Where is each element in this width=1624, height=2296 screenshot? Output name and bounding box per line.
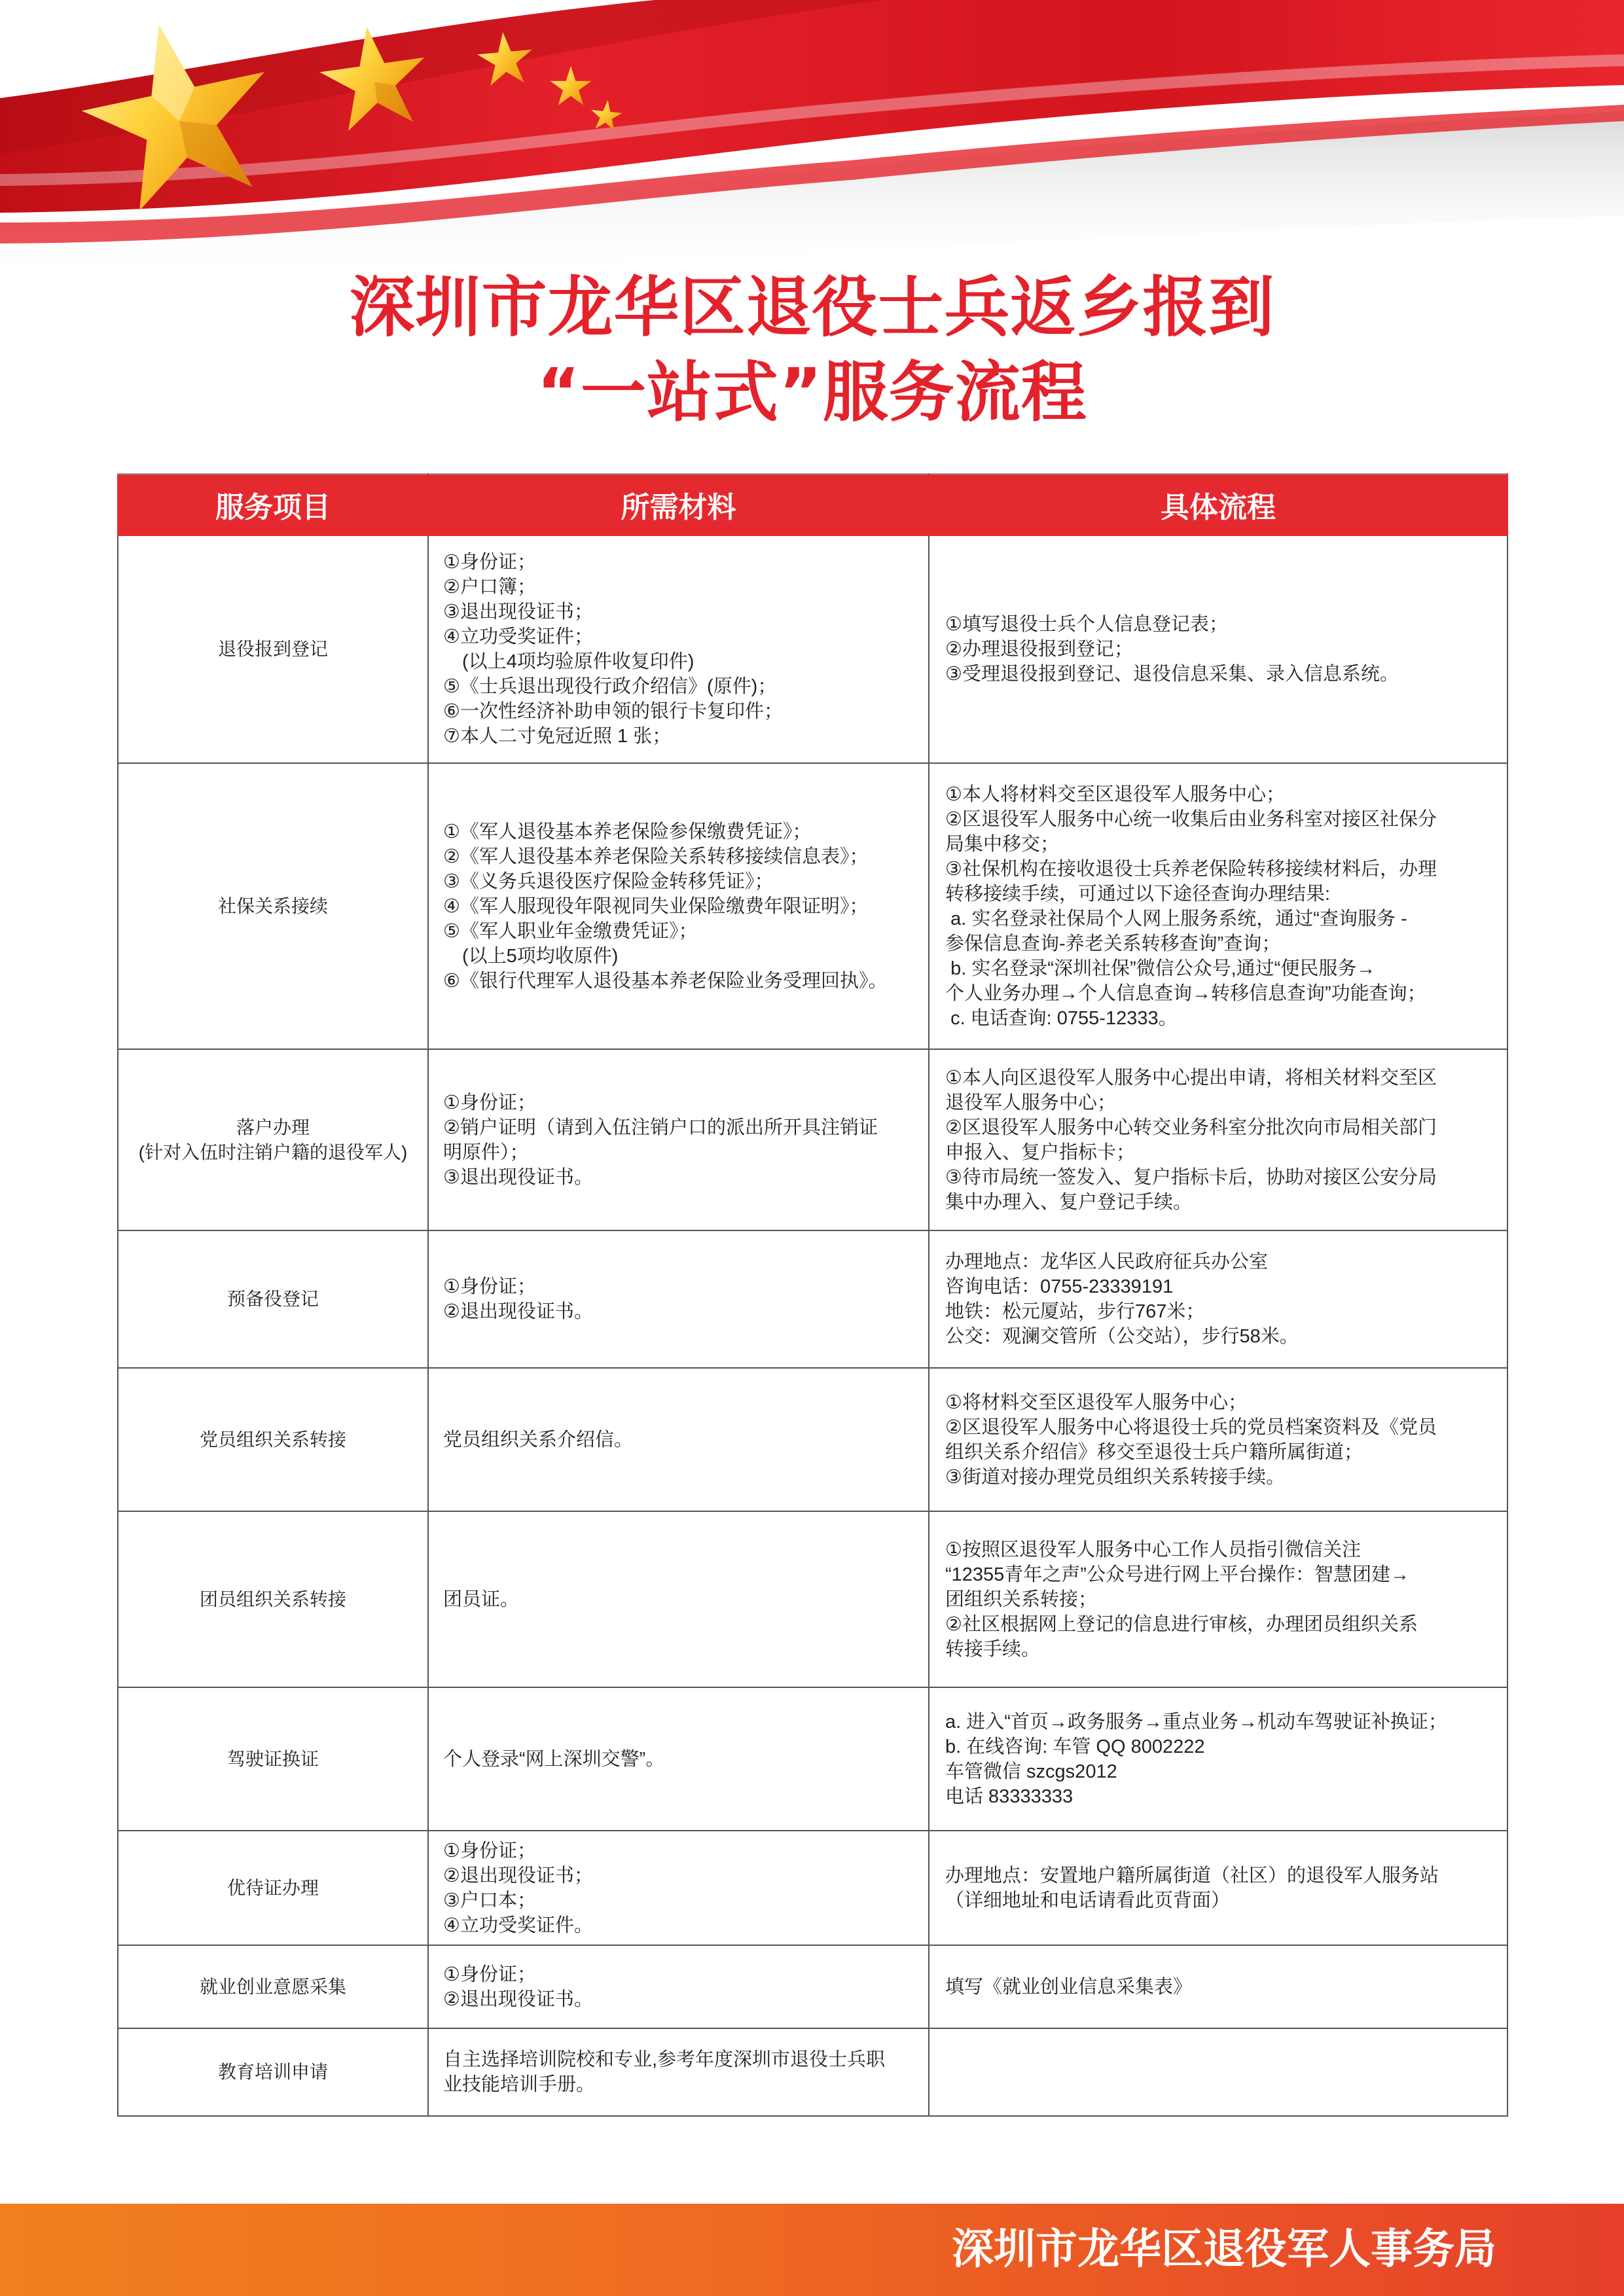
service-item-text: 优待证办理 xyxy=(226,1877,319,1898)
material-line: ①身份证； xyxy=(443,552,536,573)
material-line: ⑥《银行代理军人退役基本养老保险业务受理回执》。 xyxy=(443,970,888,992)
service-item-text: 教育培训申请 xyxy=(217,2062,328,2082)
table-row xyxy=(118,1945,1507,2028)
process-line: 转接手续。 xyxy=(945,1638,1041,1660)
process-cell xyxy=(929,1230,1507,1368)
service-item-text: 党员组织关系转接 xyxy=(199,1429,346,1450)
service-item-cell xyxy=(118,1831,428,1945)
process-line: 集中办理入、复户登记手续。 xyxy=(945,1191,1193,1213)
table-row xyxy=(118,1831,1507,1945)
service-item-cell xyxy=(118,2028,428,2116)
process-line: 参保信息查询-养老关系转移查询”查询； xyxy=(945,933,1281,954)
material-line: 团员证。 xyxy=(443,1588,520,1610)
material-line: ②退出现役证书； xyxy=(443,1865,593,1886)
process-line: ①按照区退役军人服务中心工作人员指引微信关注 xyxy=(945,1539,1361,1560)
material-line: ④立功受奖证件； xyxy=(443,626,593,647)
material-line: ③退出现役证书； xyxy=(443,601,593,622)
process-line: 咨询电话：0755-23339191 xyxy=(945,1276,1174,1297)
process-line: 车管微信 szcgs2012 xyxy=(945,1761,1117,1782)
material-line: (以上4项均验原件收复印件) xyxy=(443,651,695,672)
process-line: a. 实名登录社保局个人网上服务系统，通过“查询服务 - xyxy=(945,908,1407,929)
service-flow-table xyxy=(117,473,1508,2117)
service-item-cell xyxy=(118,535,428,763)
material-line: ②销户证明（请到入伍注销户口的派出所开具注销证 xyxy=(443,1117,878,1138)
material-line: 个人登录“网上深圳交警”。 xyxy=(443,1748,665,1770)
process-line: ①本人向区退役军人服务中心提出申请，将相关材料交至区 xyxy=(945,1067,1437,1088)
service-item-cell xyxy=(118,763,428,1049)
process-line: 填写《就业创业信息采集表》 xyxy=(945,1976,1193,1998)
material-line: ③户口本； xyxy=(443,1890,536,1911)
process-cell xyxy=(929,2028,1507,2116)
material-line: 业技能培训手册。 xyxy=(443,2074,596,2095)
process-cell xyxy=(929,1831,1507,1945)
footer-band xyxy=(0,2204,1624,2296)
process-line: ②区退役军人服务中心转交业务科室分批次向市局相关部门 xyxy=(945,1117,1437,1138)
process-line: “12355青年之声”公众号进行网上平台操作：智慧团建→ xyxy=(945,1564,1409,1585)
process-cell xyxy=(929,1511,1507,1687)
process-line: ②办理退役报到登记； xyxy=(945,639,1133,660)
materials-cell xyxy=(428,1368,929,1511)
process-line: 办理地点：安置地户籍所属街道（社区）的退役军人服务站 xyxy=(945,1865,1439,1886)
table-row xyxy=(118,1049,1507,1230)
process-line: 转移接续手续，可通过以下途径查询办理结果: xyxy=(945,883,1331,905)
process-line: 局集中移交； xyxy=(945,833,1060,855)
process-line: ③街道对接办理党员组织关系转接手续。 xyxy=(945,1466,1285,1488)
service-item-text: 团员组织关系转接 xyxy=(199,1588,346,1609)
service-item-text: 退役报到登记 xyxy=(217,639,328,659)
process-cell xyxy=(929,1368,1507,1511)
material-line: ③退出现役证书。 xyxy=(443,1166,593,1188)
material-line: ④《军人服现役年限视同失业保险缴费年限证明》； xyxy=(443,895,869,917)
service-item-text: (针对入伍时注销户籍的退役军人) xyxy=(138,1141,408,1162)
service-item-cell xyxy=(118,1511,428,1687)
header-materials: 所需材料 xyxy=(428,474,929,535)
process-line: 公交：观澜交管所（公交站），步行58米。 xyxy=(945,1326,1299,1347)
poster-title xyxy=(0,265,1624,435)
table-row xyxy=(118,535,1507,763)
material-line: ①身份证； xyxy=(443,1840,536,1861)
process-line: 组织关系介绍信》移交至退役士兵户籍所属街道； xyxy=(945,1441,1363,1463)
process-line: ①填写退役士兵个人信息登记表； xyxy=(945,614,1228,635)
service-item-text: 社保关系接续 xyxy=(217,895,328,916)
process-cell xyxy=(929,1049,1507,1230)
process-line: 地铁：松元厦站，步行767米； xyxy=(945,1301,1205,1322)
process-line: 团组织关系转接； xyxy=(945,1588,1098,1610)
materials-cell xyxy=(428,1049,929,1230)
material-line: ④立功受奖证件。 xyxy=(443,1914,593,1936)
table-row xyxy=(118,1368,1507,1511)
table-row xyxy=(118,2028,1507,2116)
process-line: ③社保机构在接收退役士兵养老保险转移接续材料后，办理 xyxy=(945,858,1437,880)
process-line: ③受理退役报到登记、退役信息采集、录入信息系统。 xyxy=(945,664,1399,685)
material-line: (以上5项均收原件) xyxy=(443,945,619,967)
header-service-item: 服务项目 xyxy=(118,474,428,535)
process-line: ③待市局统一签发入、复户指标卡后，协助对接区公安分局 xyxy=(945,1166,1437,1188)
table-header xyxy=(118,474,1507,535)
process-line: c. 电话查询: 0755-12333。 xyxy=(945,1007,1178,1029)
process-line: ②区退役军人服务中心统一收集后由业务科室对接区社保分 xyxy=(945,808,1437,830)
materials-cell xyxy=(428,2028,929,2116)
material-line: ③《义务兵退役医疗保险金转移凭证》； xyxy=(443,870,774,892)
materials-cell xyxy=(428,1687,929,1831)
top-ribbon-banner xyxy=(0,0,1624,281)
process-line: a. 进入“首页→政务服务→重点业务→机动车驾驶证补换证； xyxy=(945,1711,1447,1732)
table-row xyxy=(118,1687,1507,1831)
material-line: ①身份证； xyxy=(443,1092,536,1113)
materials-cell xyxy=(428,1831,929,1945)
material-line: 自主选择培训院校和专业,参考年度深圳市退役士兵职 xyxy=(443,2049,886,2070)
process-line: ①将材料交至区退役军人服务中心； xyxy=(945,1391,1247,1413)
table-body xyxy=(118,535,1507,2116)
service-item-text: 就业创业意愿采集 xyxy=(199,1976,346,1997)
material-line: ②《军人退役基本养老保险关系转移接续信息表》； xyxy=(443,846,869,867)
material-line: ⑤《军人职业年金缴费凭证》； xyxy=(443,920,698,942)
service-item-cell xyxy=(118,1049,428,1230)
material-line: ②户口簿； xyxy=(443,577,536,598)
process-line: 电话 83333333 xyxy=(945,1785,1074,1807)
process-line: 个人业务办理→个人信息查询→转移信息查询”功能查询； xyxy=(945,982,1426,1004)
table-row xyxy=(118,1511,1507,1687)
material-line: ⑦本人二寸免冠近照 1 张； xyxy=(443,726,672,747)
material-line: ①身份证； xyxy=(443,1276,536,1297)
header-process: 具体流程 xyxy=(929,474,1507,535)
material-line: 明原件）； xyxy=(443,1141,529,1163)
table-header-row xyxy=(118,474,1507,535)
process-cell xyxy=(929,535,1507,763)
service-item-cell xyxy=(118,1230,428,1368)
process-line: ②社区根据网上登记的信息进行审核，办理团员组织关系 xyxy=(945,1613,1418,1635)
material-line: ①《军人退役基本养老保险参保缴费凭证》； xyxy=(443,821,812,842)
process-line: （详细地址和电话请看此页背面） xyxy=(945,1890,1231,1911)
material-line: 党员组织关系介绍信。 xyxy=(443,1429,634,1450)
material-line: ②退出现役证书。 xyxy=(443,1988,593,2010)
material-line: ⑥一次性经济补助申领的银行卡复印件； xyxy=(443,701,783,722)
process-line: b. 在线咨询: 车管 QQ 8002222 xyxy=(945,1736,1205,1757)
process-cell xyxy=(929,763,1507,1049)
title-line-2: “一站式”服务流程 xyxy=(537,354,1087,431)
service-item-cell xyxy=(118,1368,428,1511)
process-cell xyxy=(929,1687,1507,1831)
table-row xyxy=(118,763,1507,1049)
process-cell xyxy=(929,1945,1507,2028)
title-line-1: 深圳市龙华区退役士兵返乡报到 xyxy=(349,269,1275,346)
materials-cell xyxy=(428,1945,929,2028)
service-item-cell xyxy=(118,1687,428,1831)
materials-cell xyxy=(428,1511,929,1687)
process-line: 办理地点：龙华区人民政府征兵办公室 xyxy=(945,1251,1269,1272)
material-line: ②退出现役证书。 xyxy=(443,1301,593,1322)
material-line: ①身份证； xyxy=(443,1964,536,1985)
service-item-text: 驾驶证换证 xyxy=(226,1748,319,1769)
process-line: ①本人将材料交至区退役军人服务中心； xyxy=(945,783,1285,805)
material-line: ⑤《士兵退出现役行政介绍信》(原件)； xyxy=(443,676,777,697)
process-line: b. 实名登录“深圳社保”微信公众号,通过“便民服务→ xyxy=(945,958,1376,979)
materials-cell xyxy=(428,535,929,763)
process-line: 申报入、复户指标卡； xyxy=(945,1141,1136,1163)
service-item-text: 落户办理 xyxy=(236,1117,310,1138)
materials-cell xyxy=(428,763,929,1049)
footer-org-name: 深圳市龙华区退役军人事务局 xyxy=(952,2225,1496,2274)
process-line: ②区退役军人服务中心将退役士兵的党员档案资料及《党员 xyxy=(945,1416,1437,1438)
table-row xyxy=(118,1230,1507,1368)
service-item-text: 预备役登记 xyxy=(226,1289,319,1309)
materials-cell xyxy=(428,1230,929,1368)
process-line: 退役军人服务中心； xyxy=(945,1092,1117,1113)
service-item-cell xyxy=(118,1945,428,2028)
